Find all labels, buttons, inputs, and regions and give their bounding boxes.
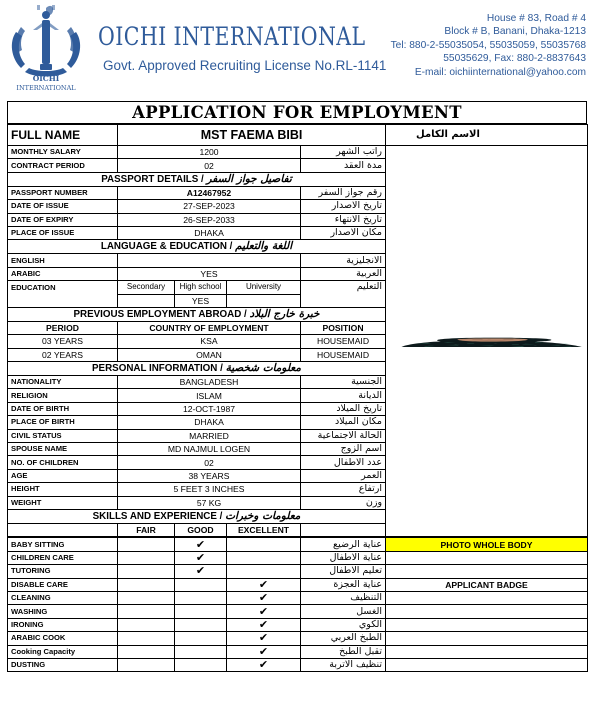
skills-empty-header bbox=[301, 523, 386, 536]
salary-row bbox=[8, 146, 588, 159]
previous-country: KSA bbox=[118, 335, 301, 348]
education-empty-cell bbox=[118, 294, 175, 307]
skill-level-fair bbox=[118, 591, 175, 604]
photo-whole-body-label: PHOTO WHOLE BODY bbox=[386, 538, 588, 551]
field-label-ar: ارتفاع bbox=[301, 483, 386, 496]
skill-level-excellent bbox=[227, 551, 301, 564]
column-header-good: GOOD bbox=[175, 523, 227, 536]
application-form bbox=[7, 101, 587, 672]
skill-level-excellent bbox=[227, 565, 301, 578]
field-label-ar: وزن bbox=[301, 496, 386, 509]
skill-level-fair bbox=[118, 605, 175, 618]
field-value: 1200 bbox=[118, 146, 301, 159]
skill-label: WASHING bbox=[8, 605, 118, 618]
field-label: PLACE OF ISSUE bbox=[8, 226, 118, 239]
skill-label: IRONING bbox=[8, 618, 118, 631]
column-header-period: PERIOD bbox=[8, 321, 118, 334]
section-heading-en: SKILLS AND EXPERIENCE / bbox=[92, 510, 223, 522]
section-heading-ar: معلومات شخصية bbox=[225, 362, 301, 375]
skill-level-fair bbox=[118, 645, 175, 658]
svg-text:OICHI: OICHI bbox=[32, 74, 60, 83]
side-empty-cell bbox=[386, 645, 588, 658]
field-value: 27-SEP-2023 bbox=[118, 200, 301, 213]
side-empty-cell bbox=[386, 591, 588, 604]
field-label: NATIONALITY bbox=[8, 376, 118, 389]
letterhead bbox=[0, 0, 590, 98]
skill-level-excellent: ✔ bbox=[227, 591, 301, 604]
field-value: A12467952 bbox=[118, 186, 301, 199]
personal-section-heading bbox=[8, 362, 386, 376]
skill-label-ar: الطبخ العربي bbox=[301, 632, 386, 645]
skill-level-excellent: ✔ bbox=[227, 605, 301, 618]
skill-level-excellent bbox=[227, 538, 301, 551]
field-label-ar: تاريخ الميلاد bbox=[301, 402, 386, 415]
skill-label: Cooking Capacity bbox=[8, 645, 118, 658]
side-empty-cell bbox=[386, 551, 588, 564]
column-header-country: COUNTRY OF EMPLOYMENT bbox=[118, 321, 301, 334]
skill-label: DISABLE CARE bbox=[8, 578, 118, 591]
field-label: DATE OF ISSUE bbox=[8, 200, 118, 213]
previous-position: HOUSEMAID bbox=[301, 348, 386, 361]
field-label: NO. OF CHILDREN bbox=[8, 456, 118, 469]
skill-row bbox=[8, 578, 588, 591]
license-text: Govt. Approved Recruiting License No.RL-1141 bbox=[103, 58, 387, 73]
skill-row bbox=[8, 551, 588, 564]
svg-text:INTERNATIONAL: INTERNATIONAL bbox=[16, 84, 76, 92]
field-value: MARRIED bbox=[118, 429, 301, 442]
section-heading-en: PASSPORT DETAILS / bbox=[101, 173, 204, 185]
section-heading-ar: تفاصيل جواز السفر bbox=[206, 172, 292, 185]
column-header-excellent: EXCELLENT bbox=[227, 523, 301, 536]
address-line: House # 83, Road # 4 bbox=[486, 13, 586, 24]
skill-row bbox=[8, 658, 588, 671]
field-label-ar: تاريخ الاصدار bbox=[301, 200, 386, 213]
field-value: 02 bbox=[118, 456, 301, 469]
company-logo-icon bbox=[3, 2, 89, 94]
full-name-label-ar: الاسم الكامل bbox=[386, 125, 588, 146]
skill-label-ar: تنظيف الاتربة bbox=[301, 658, 386, 671]
skill-level-good: ✔ bbox=[175, 565, 227, 578]
skill-label-ar: الغسل bbox=[301, 605, 386, 618]
field-label: DATE OF BIRTH bbox=[8, 402, 118, 415]
field-label-ar: عدد الاطفال bbox=[301, 456, 386, 469]
field-label-ar: الجنسية bbox=[301, 376, 386, 389]
section-heading-en: LANGUAGE & EDUCATION / bbox=[100, 241, 233, 253]
skill-level-fair bbox=[118, 565, 175, 578]
company-address bbox=[391, 12, 586, 79]
education-selected: YES bbox=[175, 294, 227, 307]
field-label-ar: رقم جواز السفر bbox=[301, 186, 386, 199]
field-label: ARABIC bbox=[8, 267, 118, 280]
skills-table bbox=[7, 537, 588, 672]
skill-level-good bbox=[175, 632, 227, 645]
side-empty-cell bbox=[386, 565, 588, 578]
previous-country: OMAN bbox=[118, 348, 301, 361]
skill-level-excellent: ✔ bbox=[227, 578, 301, 591]
field-label-ar: مدة العقد bbox=[301, 159, 386, 172]
skill-label-ar: عناية الرضيع bbox=[301, 538, 386, 551]
skill-row bbox=[8, 605, 588, 618]
field-label: RELIGION bbox=[8, 389, 118, 402]
field-label: CONTRACT PERIOD bbox=[8, 159, 118, 172]
skill-level-good bbox=[175, 658, 227, 671]
full-name-label: FULL NAME bbox=[8, 125, 118, 146]
skill-label-ar: عناية العجزة bbox=[301, 578, 386, 591]
field-label: MONTHLY SALARY bbox=[8, 146, 118, 159]
skill-level-fair bbox=[118, 632, 175, 645]
field-label-ar: مكان الميلاد bbox=[301, 416, 386, 429]
form-title: APPLICATION FOR EMPLOYMENT bbox=[7, 102, 587, 124]
field-label-ar: راتب الشهر bbox=[301, 146, 386, 159]
side-empty-cell bbox=[386, 632, 588, 645]
field-value: MD NAJMUL LOGEN bbox=[118, 443, 301, 456]
address-line: 55035629, Fax: 880-2-8837643 bbox=[443, 53, 586, 65]
field-label-ar: مكان الاصدار bbox=[301, 226, 386, 239]
field-value: 38 YEARS bbox=[118, 469, 301, 482]
skill-level-good: ✔ bbox=[175, 538, 227, 551]
language-section-heading bbox=[8, 240, 386, 254]
skill-label-ar: عناية الاطفال bbox=[301, 551, 386, 564]
field-value bbox=[118, 254, 301, 267]
skill-label-ar: الكوي bbox=[301, 618, 386, 631]
skills-empty-header bbox=[8, 523, 118, 536]
previous-period: 02 YEARS bbox=[8, 348, 118, 361]
skill-row bbox=[8, 632, 588, 645]
education-level: High school bbox=[175, 281, 227, 294]
field-value: 12-OCT-1987 bbox=[118, 402, 301, 415]
field-label: PLACE OF BIRTH bbox=[8, 416, 118, 429]
field-value: DHAKA bbox=[118, 416, 301, 429]
field-value: ISLAM bbox=[118, 389, 301, 402]
field-value: 57 KG bbox=[118, 496, 301, 509]
field-label: SPOUSE NAME bbox=[8, 443, 118, 456]
section-heading-ar: اللغة والتعليم bbox=[235, 240, 293, 253]
field-label: AGE bbox=[8, 469, 118, 482]
skill-level-good bbox=[175, 618, 227, 631]
field-value: 02 bbox=[118, 159, 301, 172]
skill-level-fair bbox=[118, 538, 175, 551]
previous-period: 03 YEARS bbox=[8, 335, 118, 348]
skill-label-ar: التنظيف bbox=[301, 591, 386, 604]
field-label: DATE OF EXPIRY bbox=[8, 213, 118, 226]
skill-level-fair bbox=[118, 658, 175, 671]
side-empty-cell bbox=[386, 658, 588, 671]
form-table bbox=[7, 124, 588, 537]
address-line: Tel: 880-2-55035054, 55035059, 55035768 bbox=[390, 39, 586, 51]
skill-level-good bbox=[175, 591, 227, 604]
skill-label-ar: تقبل الطبخ bbox=[301, 645, 386, 658]
column-header-position: POSITION bbox=[301, 321, 386, 334]
section-heading-en: PERSONAL INFORMATION / bbox=[92, 363, 223, 375]
applicant-photo-cell bbox=[386, 146, 588, 537]
section-heading-en: PREVIOUS EMPLOYMENT ABROAD / bbox=[73, 308, 247, 320]
company-name: OICHI INTERNATIONAL bbox=[98, 22, 366, 51]
field-value: YES bbox=[118, 267, 301, 280]
full-name-row bbox=[8, 125, 588, 146]
field-label-ar: تاريخ الانتهاء bbox=[301, 213, 386, 226]
full-name-value: MST FAEMA BIBI bbox=[118, 125, 386, 146]
address-line: Block # B, Banani, Dhaka-1213 bbox=[444, 26, 586, 38]
skill-label-ar: تعليم الاطفال bbox=[301, 565, 386, 578]
previous-section-heading bbox=[8, 307, 386, 321]
field-label-ar: العمر bbox=[301, 469, 386, 482]
skill-level-excellent: ✔ bbox=[227, 658, 301, 671]
skill-row bbox=[8, 565, 588, 578]
column-header-fair: FAIR bbox=[118, 523, 175, 536]
field-value: BANGLADESH bbox=[118, 376, 301, 389]
skill-level-good bbox=[175, 578, 227, 591]
education-empty-cell bbox=[227, 294, 301, 307]
skill-label: CLEANING bbox=[8, 591, 118, 604]
email-line: E-mail: oichiinternational@yahoo.com bbox=[414, 66, 586, 78]
skill-level-fair bbox=[118, 551, 175, 564]
skill-level-excellent: ✔ bbox=[227, 632, 301, 645]
skill-label: CHILDREN CARE bbox=[8, 551, 118, 564]
skill-label: DUSTING bbox=[8, 658, 118, 671]
section-heading-ar: معلومات وخبرات bbox=[225, 509, 301, 522]
skill-level-good: ✔ bbox=[175, 551, 227, 564]
side-empty-cell bbox=[386, 618, 588, 631]
field-label: CIVIL STATUS bbox=[8, 429, 118, 442]
skill-row bbox=[8, 591, 588, 604]
education-level: University bbox=[227, 281, 301, 294]
section-heading-ar: خبرة خارج البلاد bbox=[249, 307, 320, 320]
skill-row bbox=[8, 618, 588, 631]
field-label-ar: العربية bbox=[301, 267, 386, 280]
field-value: DHAKA bbox=[118, 226, 301, 239]
skill-label: ARABIC COOK bbox=[8, 632, 118, 645]
skills-body bbox=[8, 538, 588, 672]
field-label-ar: التعليم bbox=[301, 281, 386, 308]
field-label: PASSPORT NUMBER bbox=[8, 186, 118, 199]
skill-level-fair bbox=[118, 578, 175, 591]
field-label-ar: الديانة bbox=[301, 389, 386, 402]
field-label: ENGLISH bbox=[8, 254, 118, 267]
field-label: WEIGHT bbox=[8, 496, 118, 509]
skill-level-good bbox=[175, 645, 227, 658]
applicant-photo bbox=[386, 335, 587, 347]
skill-level-fair bbox=[118, 618, 175, 631]
side-empty-cell bbox=[386, 605, 588, 618]
field-value: 5 FEET 3 INCHES bbox=[118, 483, 301, 496]
skill-level-good bbox=[175, 605, 227, 618]
field-value: 26-SEP-2033 bbox=[118, 213, 301, 226]
field-label: EDUCATION bbox=[8, 281, 118, 308]
skill-row bbox=[8, 538, 588, 551]
skill-level-excellent: ✔ bbox=[227, 645, 301, 658]
passport-section-heading bbox=[8, 172, 386, 186]
field-label-ar: اسم الزوج bbox=[301, 443, 386, 456]
education-level: Secondary bbox=[118, 281, 175, 294]
skill-row bbox=[8, 645, 588, 658]
skill-level-excellent: ✔ bbox=[227, 618, 301, 631]
skill-label: TUTORING bbox=[8, 565, 118, 578]
skill-label: BABY SITTING bbox=[8, 538, 118, 551]
field-label-ar: الحالة الاجتماعية bbox=[301, 429, 386, 442]
applicant-badge-label: APPLICANT BADGE bbox=[386, 578, 588, 591]
field-label-ar: الانجليزية bbox=[301, 254, 386, 267]
field-label: HEIGHT bbox=[8, 483, 118, 496]
previous-position: HOUSEMAID bbox=[301, 335, 386, 348]
skills-section-heading bbox=[8, 509, 386, 523]
